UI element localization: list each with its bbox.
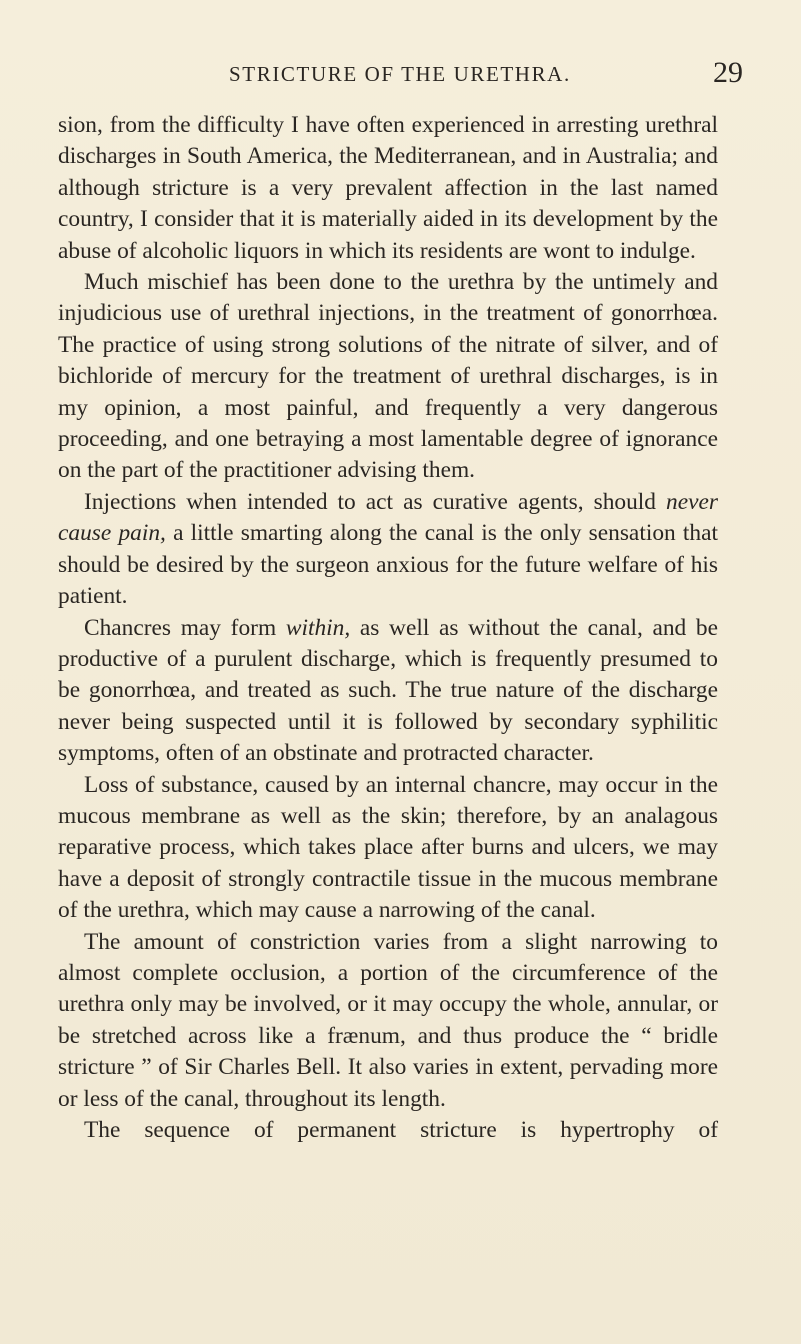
paragraph-continuation: sion, from the difficulty I have often experienced in arresting urethral discharges in South America, the Mediterranean, and in Australia; and although stricture is a very prevalent affection in the last named country, I consider that it is materially aided in its development by the abuse of alcoholic liquors in which its residents are wont to indulge. bbox=[58, 112, 718, 264]
emphasis-text: never cause pain, bbox=[58, 488, 718, 547]
paragraph-constriction: The amount of constriction varies from a slight narrowing to almost complete occlusion, a portion of the circumference of the urethra only may be involved, or it may occupy the whole, annular, or be stretched across like a frænum, and thus produce the “ bridle stricture ” of Sir Charles Bell. It also varies in extent, pervading more or less of the canal, throughout its length. bbox=[58, 928, 718, 1112]
body-text bbox=[58, 110, 718, 1146]
paragraph-text: a little smarting along the canal is the only sensation that should be desired by the surgeon anxious for the future welfare of his patient. bbox=[58, 520, 718, 610]
paragraph-text: Chancres may form bbox=[84, 614, 286, 641]
paragraph-text: as well as without the canal, and be productive of a purulent discharge, which is frequently presumed to be gonorrhœa, and treated as such. The true nature of the discharge never being suspected until it is followed by secondary syphilitic symptoms, often of an obstinate and protracted character. bbox=[58, 614, 719, 767]
paragraph-text: Injections when intended to act as curative agents, should bbox=[84, 488, 667, 515]
paragraph-chancres bbox=[58, 613, 718, 770]
running-title: STRICTURE OF THE URETHRA. bbox=[229, 62, 571, 86]
paragraph-sequence: The sequence of permanent stricture is hypertrophy of bbox=[84, 1117, 718, 1143]
paragraph-loss-of-substance: Loss of substance, caused by an internal chancre, may occur in the mucous membrane as well as the skin; therefore, by an analagous reparative process, which takes place after burns and ulcers, we may have a deposit of strongly contractile tissue in the mucous membrane of the urethra, which may cause a narrowing of the canal. bbox=[58, 771, 718, 924]
paragraph-injections-mischief: Much mischief has been done to the urethra by the untimely and injudicious use of urethral injections, in the treatment of gonorrhœa. The practice of using strong solutions of the nitrate of silver, and of bichloride of mercury for the treatment of urethral discharges, is in my opinion, a most painful, and frequently a very dangerous proceeding, and one betraying a most lamentable degree of ignorance on the part of the practitioner advising them. bbox=[58, 269, 718, 484]
emphasis-text: within, bbox=[285, 614, 351, 641]
page-number: 29 bbox=[713, 56, 743, 89]
running-head bbox=[0, 56, 801, 96]
paragraph-curative-injections bbox=[58, 487, 718, 613]
